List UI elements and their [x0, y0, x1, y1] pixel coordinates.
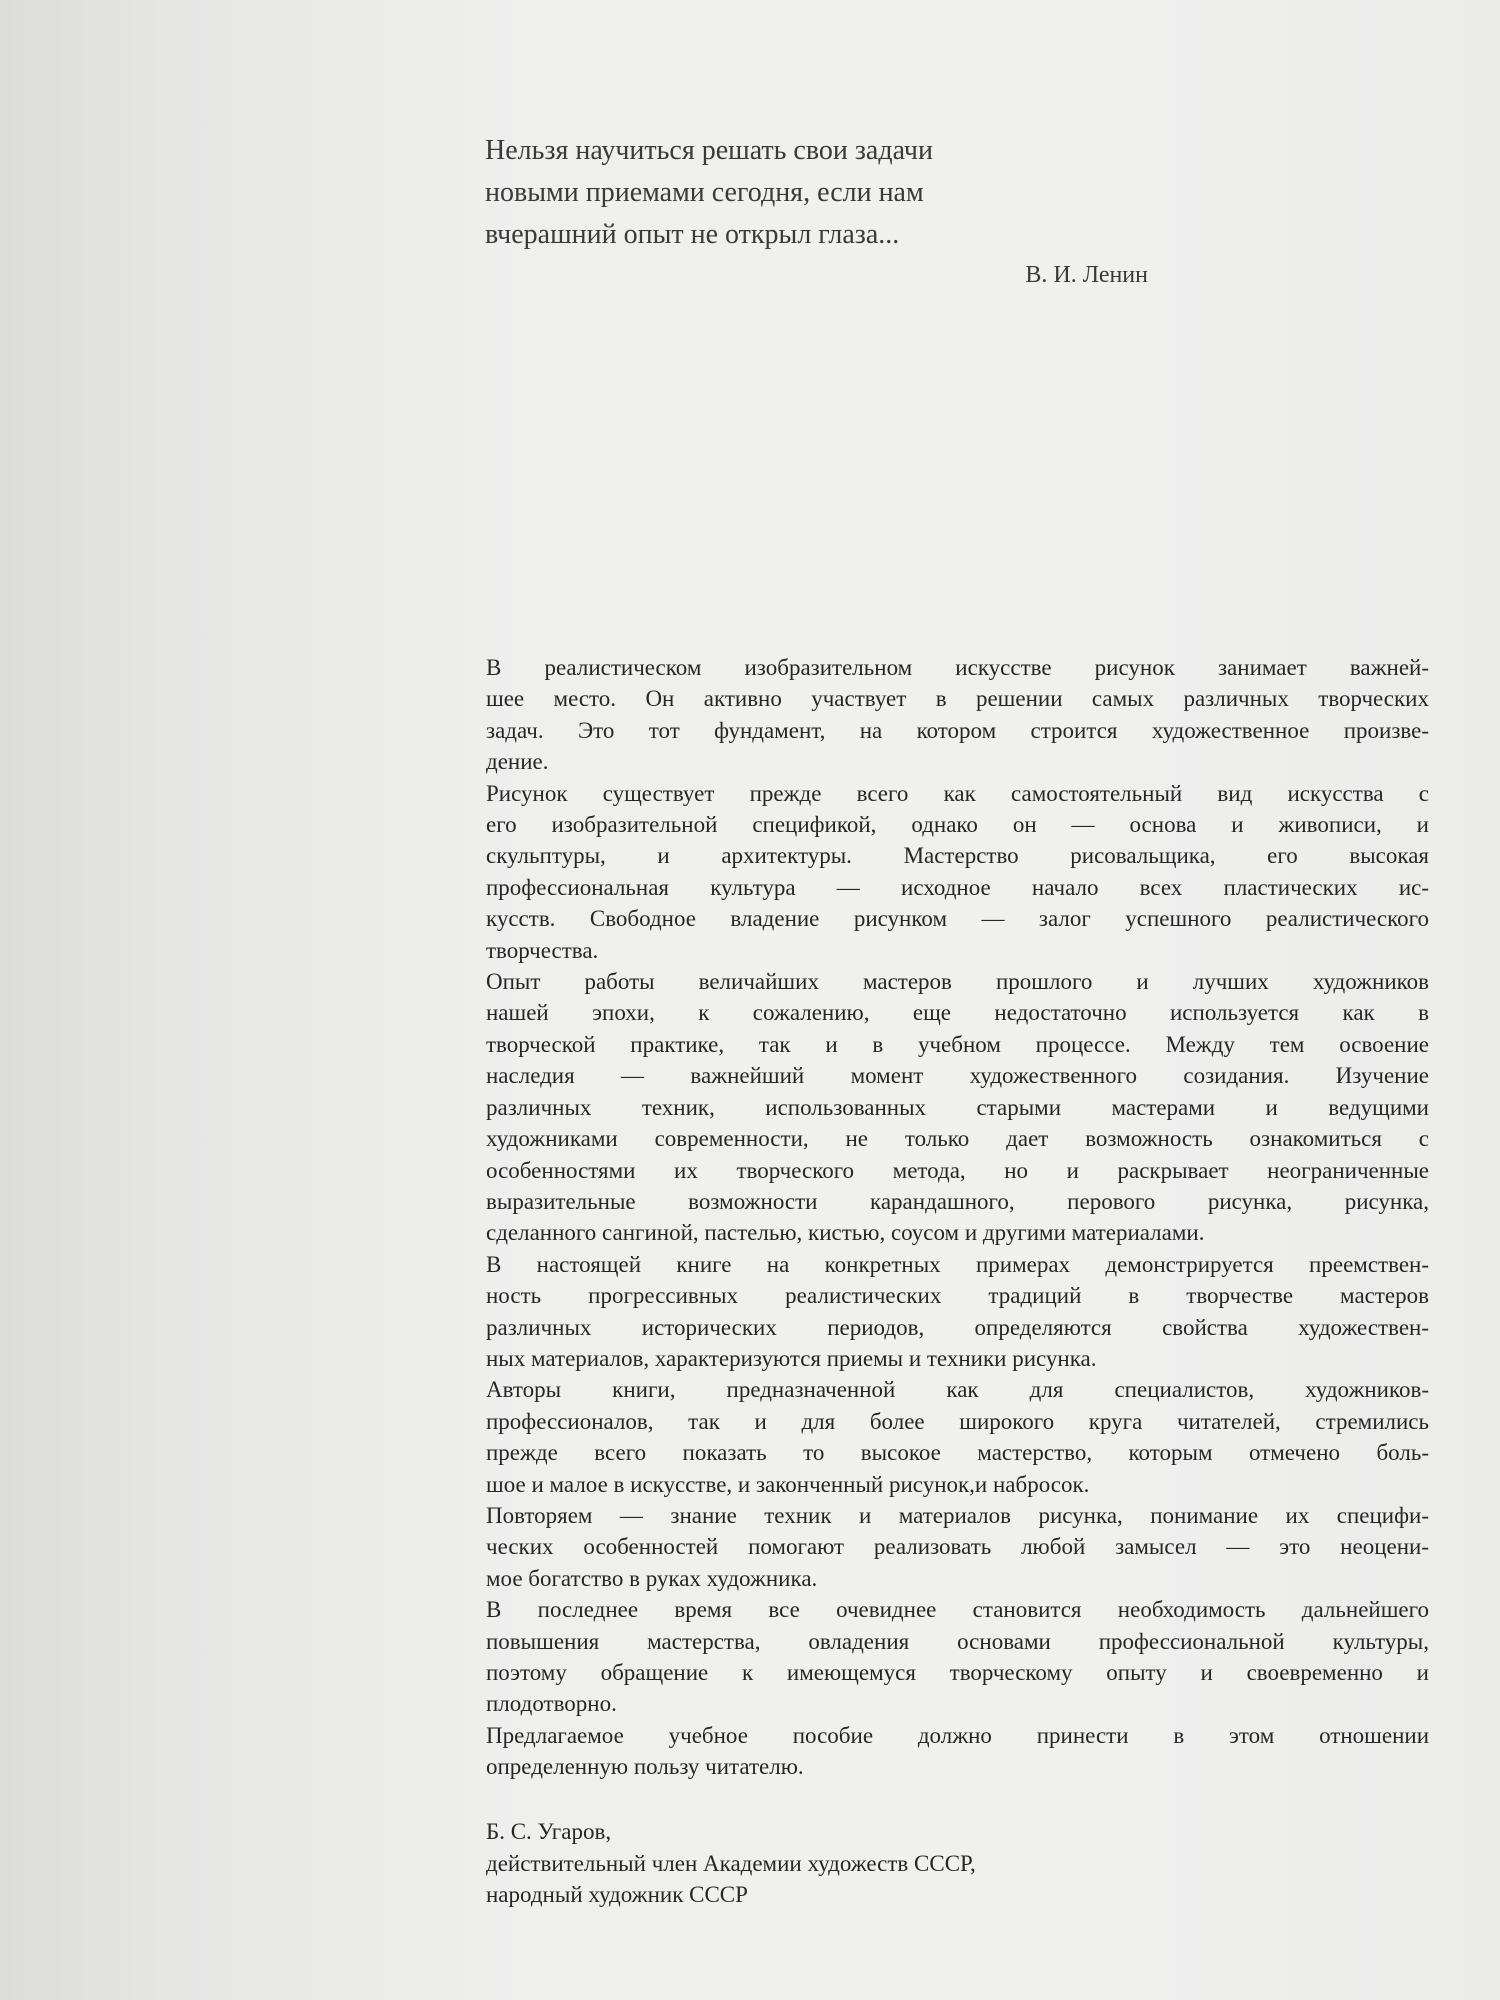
text-line: В настоящей книге на конкретных примерах демонстрируется преемствен-: [486, 1251, 1429, 1277]
preface-text: [486, 652, 1429, 1783]
epigraph-line: Нельзя научиться решать свои задачи: [485, 135, 933, 166]
text-line: особенностями их творческого метода, но и раскрывает неограниченные: [486, 1157, 1429, 1183]
signature-block: [486, 1816, 1386, 1911]
text-line: творческой практике, так и в учебном процессе. Между тем освоение: [486, 1031, 1429, 1057]
paragraph: [486, 1500, 1429, 1594]
text-line: плодотворно.: [486, 1691, 617, 1717]
text-line: наследия — важнейший момент художественного созидания. Изучение: [486, 1063, 1429, 1089]
text-line: Повторяем — знание техник и материалов рисунка, понимание их специфи-: [486, 1502, 1429, 1528]
text-line: различных исторических периодов, определяются свойства художествен-: [486, 1314, 1429, 1340]
epigraph-line: вчерашний опыт не открыл глаза...: [485, 219, 900, 250]
text-line: ных материалов, характеризуются приемы и техники рисунка.: [486, 1345, 1097, 1371]
text-line: ность прогрессивных реалистических традиций в творчестве мастеров: [486, 1283, 1429, 1309]
text-line: прежде всего показать то высокое мастерство, которым отмечено боль-: [486, 1440, 1429, 1466]
epigraph-quote: [485, 130, 1155, 256]
text-line: поэтому обращение к имеющемуся творческому опыту и своевременно и: [486, 1660, 1429, 1685]
text-line: художниками современности, не только дает возможность ознакомиться с: [486, 1126, 1429, 1152]
paragraph: [486, 652, 1429, 778]
text-line: шее место. Он активно участвует в решении самых различных творческих: [486, 686, 1429, 712]
text-line: дение.: [486, 749, 549, 775]
author-title: народный художник СССР: [486, 1882, 748, 1907]
author-title: действительный член Академии художеств СССР,: [486, 1850, 976, 1876]
text-line: Авторы книги, предназначенной как для специалистов, художников-: [486, 1377, 1429, 1403]
text-line: его изобразительной спецификой, однако он — основа и живописи, и: [486, 812, 1429, 838]
text-line: кусств. Свободное владение рисунком — залог успешного реалистического: [486, 906, 1429, 932]
paragraph: [486, 1249, 1429, 1375]
text-line: повышения мастерства, овладения основами профессиональной культуры,: [486, 1628, 1429, 1654]
text-line: выразительные возможности карандашного, перового рисунка, рисунка,: [486, 1188, 1429, 1214]
text-line: сделанного сангиной, пастелью, кистью, соусом и другими материалами.: [486, 1220, 1205, 1246]
text-line: определенную пользу читателю.: [486, 1754, 804, 1780]
text-line: скульптуры, и архитектуры. Мастерство рисовальщика, его высокая: [486, 843, 1429, 869]
text-line: профессионалов, так и для более широкого круга читателей, стремились: [486, 1408, 1429, 1434]
text-line: мое богатство в руках художника.: [486, 1565, 818, 1591]
author-name: Б. С. Угаров,: [486, 1819, 612, 1844]
text-line: различных техник, использованных старыми мастерами и ведущими: [486, 1094, 1429, 1120]
text-line: Опыт работы величайших мастеров прошлого и лучших художников: [486, 969, 1429, 995]
epigraph-author: В. И. Ленин: [1025, 262, 1148, 288]
text-line: шое и малое в искусстве, и законченный рисунок,и набросок.: [486, 1471, 1090, 1497]
text-line: Рисунок существует прежде всего как самостоятельный вид искусства с: [486, 780, 1429, 806]
text-line: В реалистическом изобразительном искусстве рисунок занимает важней-: [486, 655, 1429, 680]
paragraph: [486, 1720, 1429, 1783]
paragraph: [486, 1594, 1429, 1720]
epigraph-line: новыми приемами сегодня, если нам: [485, 177, 924, 208]
text-line: творчества.: [486, 937, 599, 963]
paragraph: [486, 966, 1429, 1249]
text-line: нашей эпохи, к сожалению, еще недостаточно используется как в: [486, 1000, 1429, 1026]
text-line: задач. Это тот фундамент, на котором строится художественное произве-: [486, 717, 1429, 743]
text-line: Предлагаемое учебное пособие должно принести в этом отношении: [486, 1722, 1429, 1748]
text-line: профессиональная культура — исходное начало всех пластических ис-: [486, 874, 1429, 900]
text-line: ческих особенностей помогают реализовать любой замысел — это неоцени-: [486, 1534, 1429, 1560]
text-line: В последнее время все очевиднее становится необходимость дальнейшего: [486, 1597, 1429, 1623]
paragraph: [486, 778, 1429, 966]
paragraph: [486, 1374, 1429, 1500]
